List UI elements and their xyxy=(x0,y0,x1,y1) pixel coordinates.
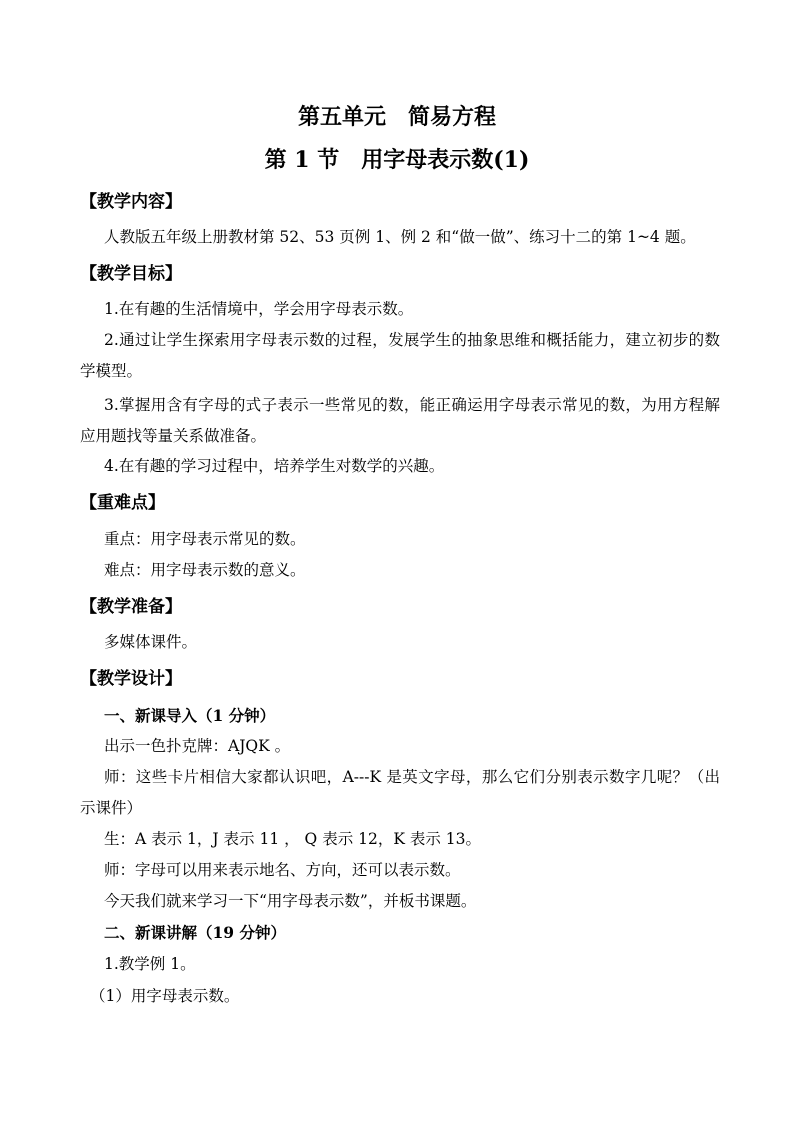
design-line: （1）用字母表示数。 xyxy=(90,987,240,1005)
design-line: 出示一色扑克牌：AJQK 。 xyxy=(104,737,291,755)
key-point: 重点：用字母表示常见的数。 xyxy=(104,530,306,548)
difficult-point: 难点：用字母表示数的意义。 xyxy=(104,561,306,579)
design-line: 生：A 表示 1，J 表示 11 ， Q 表示 12，K 表示 13。 xyxy=(104,830,481,848)
keypoints-heading: 【重难点】 xyxy=(80,493,165,513)
prep-heading: 【教学准备】 xyxy=(80,597,182,617)
design-part1-title: 一、新课导入（1 分钟） xyxy=(104,706,276,725)
goal-item: 3.掌握用含有字母的式子表示一些常见的数，能正确运用字母表示常见的数，为用方程解应用题找等量关系做准备。 xyxy=(80,396,720,445)
design-line: 师：字母可以用来表示地名、方向，还可以表示数。 xyxy=(104,861,461,879)
goal-item: 4.在有趣的学习过程中，培养学生对数学的兴趣。 xyxy=(104,457,445,475)
unit-title: 第五单元 简易方程 xyxy=(297,104,496,130)
section-title: 第 1 节 用字母表示数(1) xyxy=(264,147,530,173)
design-heading: 【教学设计】 xyxy=(80,669,182,689)
design-line: 1.教学例 1。 xyxy=(104,955,196,973)
content-text: 人教版五年级上册教材第 52、53 页例 1、例 2 和“做一做”、练习十二的第 1~4 题。 xyxy=(104,228,696,246)
design-part2-title: 二、新课讲解（19 分钟） xyxy=(104,923,286,942)
goals-heading: 【教学目标】 xyxy=(80,264,182,284)
goal-item: 2.通过让学生探索用字母表示数的过程，发展学生的抽象思维和概括能力，建立初步的数学模型。 xyxy=(80,331,720,380)
design-line: 今天我们就来学习一下“用字母表示数”，并板书课题。 xyxy=(104,892,477,910)
design-line: 师：这些卡片相信大家都认识吧，A---K 是英文字母，那么它们分别表示数字几呢？（出示课件） xyxy=(80,768,720,817)
content-heading: 【教学内容】 xyxy=(80,192,182,212)
prep-text: 多媒体课件。 xyxy=(104,633,198,651)
goal-item: 1.在有趣的生活情境中，学会用字母表示数。 xyxy=(104,300,414,318)
